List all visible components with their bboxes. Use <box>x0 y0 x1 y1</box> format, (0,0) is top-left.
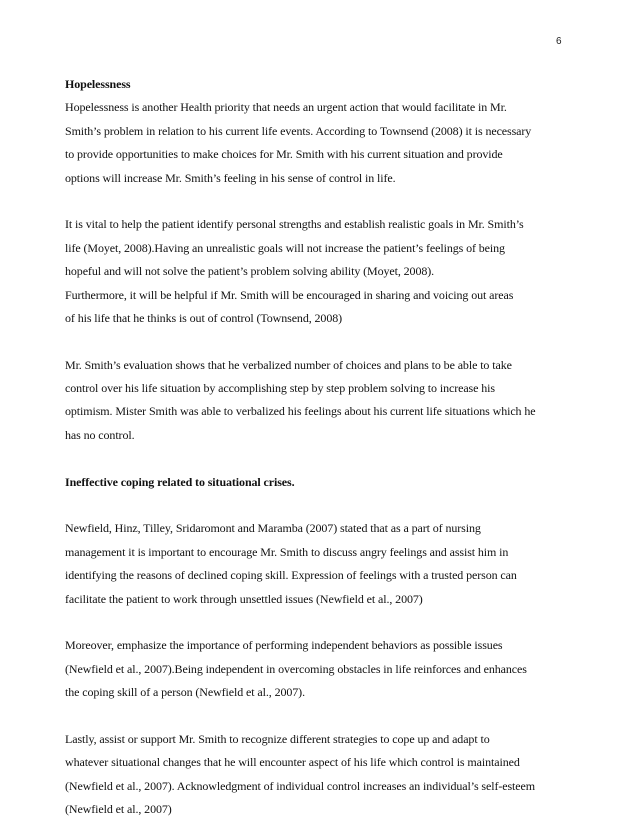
text-line: (Newfield et al., 2007) <box>65 802 172 817</box>
paragraph <box>65 213 585 330</box>
text-line: Furthermore, it will be helpful if Mr. Smith will be encouraged in sharing and voicing out areas <box>65 287 514 302</box>
text-line: Hopelessness is another Health priority that needs an urgent action that would facilitate in Mr. <box>65 100 507 115</box>
text-line: Lastly, assist or support Mr. Smith to recognize different strategies to cope up and adapt to <box>65 731 490 746</box>
text-line: facilitate the patient to work through unsettled issues (Newfield et al., 2007) <box>65 591 423 606</box>
text-line: Smith’s problem in relation to his current life events. According to Townsend (2008) it is necessary <box>65 123 532 138</box>
text-line: of his life that he thinks is out of control (Townsend, 2008) <box>65 310 343 325</box>
paragraph <box>65 517 585 611</box>
text-line: Mr. Smith’s evaluation shows that he verbalized number of choices and plans to be able to take <box>65 357 512 372</box>
text-line: the coping skill of a person (Newfield et al., 2007). <box>65 685 305 700</box>
text-line: (Newfield et al., 2007). Acknowledgment of individual control increases an individual’s self-esteem <box>65 778 535 793</box>
text-line: options will increase Mr. Smith’s feeling in his sense of control in life. <box>65 170 396 185</box>
text-line: (Newfield et al., 2007).Being independent in overcoming obstacles in life reinforces and enhances <box>65 661 527 676</box>
text-line: management it is important to encourage Mr. Smith to discuss angry feelings and assist him in <box>65 544 509 559</box>
text-line: It is vital to help the patient identify personal strengths and establish realistic goals in Mr. Smith’s <box>65 217 524 232</box>
paragraph <box>65 96 585 190</box>
paragraph <box>65 634 585 704</box>
document-body <box>65 73 585 822</box>
section-heading-hopelessness: Hopelessness <box>65 77 131 91</box>
text-line: control over his life situation by accomplishing step by step problem solving to increase his <box>65 381 495 396</box>
text-line: Newfield, Hinz, Tilley, Sridaromont and Maramba (2007) stated that as a part of nursing <box>65 521 481 536</box>
text-line: has no control. <box>65 427 135 442</box>
text-line: Moreover, emphasize the importance of performing independent behaviors as possible issues <box>65 638 503 653</box>
section-heading-ineffective-coping: Ineffective coping related to situational crises. <box>65 474 295 489</box>
text-line: to provide opportunities to make choices for Mr. Smith with his current situation and provide <box>65 147 503 162</box>
text-line: whatever situational changes that he will encounter aspect of his life which control is maintained <box>65 755 520 770</box>
text-line: life (Moyet, 2008).Having an unrealistic goals will not increase the patient’s feelings of being <box>65 240 505 255</box>
paragraph <box>65 354 585 448</box>
text-line: optimism. Mister Smith was able to verbalized his feelings about his current life situations which he <box>65 404 536 419</box>
paragraph <box>65 728 585 822</box>
text-line: identifying the reasons of declined coping skill. Expression of feelings with a trusted person can <box>65 568 517 583</box>
text-line: hopeful and will not solve the patient’s problem solving ability (Moyet, 2008). <box>65 264 435 279</box>
page-number: 6 <box>556 36 562 47</box>
